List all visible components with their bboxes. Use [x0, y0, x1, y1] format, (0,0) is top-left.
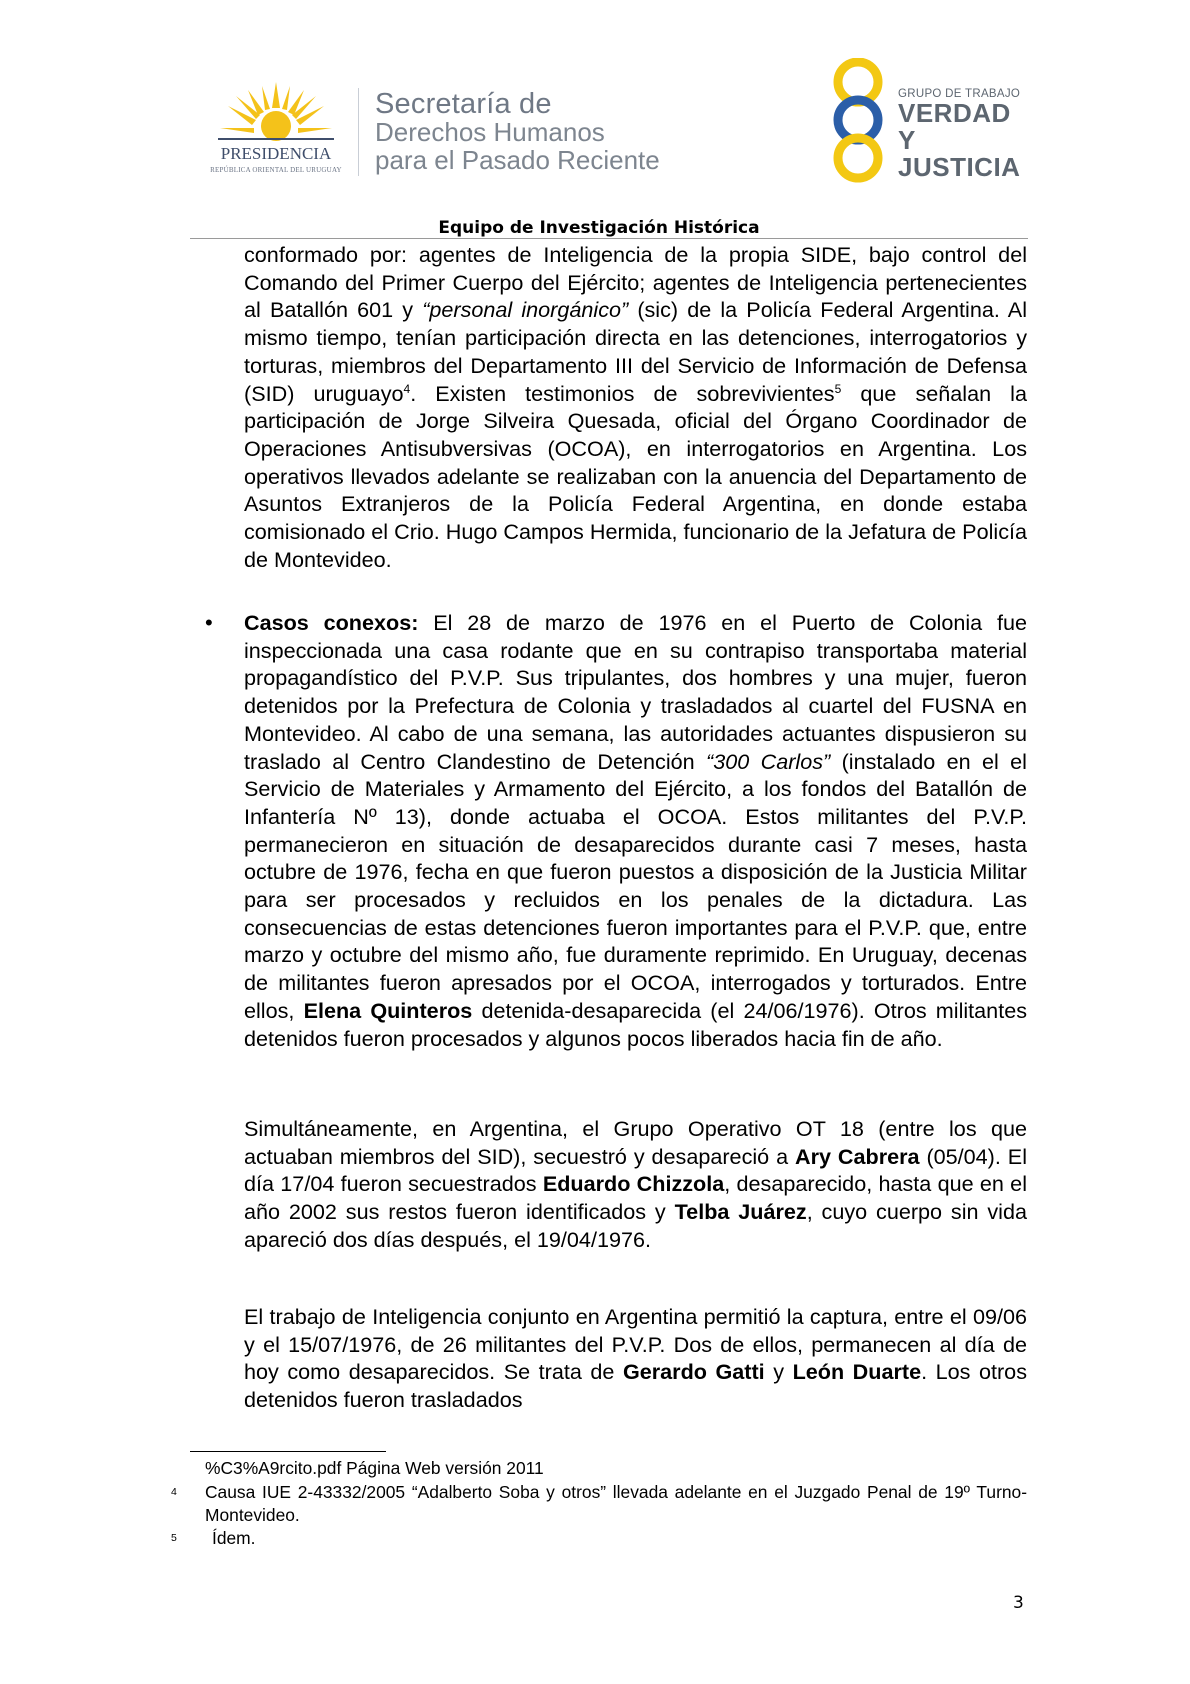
paragraph-3: Simultáneamente, en Argentina, el Grupo Operativo OT 18 (entre los que actuaban miembros del SID), secuestró y desapareció a Ary Cabrera (05/04). El día 17/04 fueron secuestrados Eduardo Chizzola, desaparecido, hasta que en el año 2002 sus restos fueron identificados y Telba Juárez, cuyo cuerpo sin vida apareció dos días después, el 19/04/1976. — [244, 1116, 1027, 1252]
gtvj-line-2: VERDAD Y — [898, 98, 1011, 155]
header-divider — [358, 88, 359, 176]
footnote-ref-5: 5 — [834, 381, 842, 396]
footnote-5-text: Ídem. — [212, 1528, 256, 1548]
paragraph-casos-conexos: Casos conexos: El 28 de marzo de 1976 en el Puerto de Colonia fue inspeccionada una casa rodante que en su contrapiso transportaba material propagandístico del P.V.P. Sus tripulantes, dos hombres y una mujer, fueron detenidos por la Prefectura de Colonia y trasladados al cuartel del FUSNA en Montevideo. Al cabo de una semana, las autoridades actuantes dispusieron su traslado al Centro Clandestino de Detención “300 Carlos” (instalado en el el Servicio de Materiales y Armamento del Ejército, a los fondos del Batallón de Infantería Nº 13), donde actuaba el OCOA. Estos militantes del P.V.P. permanecieron en situación de desaparecidos durante casi 7 meses, hasta octubre de 1976, fecha en que fueron puestos a disposición de la Justicia Militar para ser procesados y recluidos en los penales de la dictadura. Las consecuencias de estas detenciones fueron importantes para el P.V.P. que, entre marzo y octubre del mismo año, fue duramente reprimido. En Uruguay, decenas de militantes fueron apresados por el OCOA, interrogados y torturados. Entre ellos, Elena Quinteros detenida-desaparecida (el 24/06/1976). Otros militantes detenidos fueron procesados y algunos pocos liberados hacia fin de año. — [244, 610, 1027, 1051]
presidencia-logo — [196, 82, 356, 182]
linked-rings-icon — [822, 58, 894, 183]
secretaria-line-2: Derechos Humanos — [375, 117, 605, 147]
secretaria-line-3: para el Pasado Reciente — [375, 145, 660, 175]
presidencia-name: PRESIDENCIA — [220, 144, 332, 163]
paragraph-1: conformado por: agentes de Inteligencia de la propia SIDE, bajo control del Comando del Primer Cuerpo del Ejército; agentes de Inteligencia pertenecientes al Batallón 601 y “personal inorgánico” (sic) de la Policía Federal Argentina. Al mismo tiempo, tenían participación directa en las detenciones, interrogatorios y torturas, miembros del Departamento III del Servicio de Información de Defensa (SID) uruguayo$^4$. Existen testimonios de sobrevivientes$^5$ que señalan la participación de Jorge Silveira Quesada, oficial del Órgano Coordinador de Operaciones Antisubversivas (OCOA), en interrogatorios en Argentina. Los operativos llevados adelante se realizaban con la anuencia del Departamento de Asuntos Extranjeros de la Policía Federal Argentina, en donde estaba comisionado el Crio. Hugo Campos Hermida, funcionario de la Jefatura de Policía de Montevideo. — [244, 242, 1027, 572]
sun-icon — [218, 82, 334, 144]
footnote-4-number: 4 — [171, 1486, 177, 1498]
footnote-ref-4: 4 — [403, 381, 411, 396]
page-number: 3 — [1013, 1593, 1024, 1613]
gtvj-line-3: JUSTICIA — [898, 152, 1021, 182]
secretaria-line-1: Secretaría de — [375, 88, 552, 120]
bullet-marker: • — [205, 610, 213, 635]
casos-conexos-label: Casos conexos: — [244, 610, 419, 635]
heading-rule — [190, 238, 1028, 239]
presidencia-subtitle: REPÚBLICA ORIENTAL DEL URUGUAY — [210, 166, 342, 174]
footnote-continuation: %C3%A9rcito.pdf Página Web versión 2011 — [205, 1458, 544, 1478]
team-heading: Equipo de Investigación Histórica — [438, 218, 760, 238]
verdad-justicia-text — [898, 88, 1032, 181]
paragraph-4: El trabajo de Inteligencia conjunto en Argentina permitió la captura, entre el 09/06 y el 15/07/1976, de 26 militantes del P.V.P. Dos de ellos, permanecen al día de hoy como desaparecidos. Se trata de Gerardo Gatti y León Duarte. Los otros detenidos fueron trasladados — [244, 1304, 1027, 1413]
footnote-5-number: 5 — [171, 1532, 177, 1544]
footnote-4-text: Causa IUE 2-43332/2005 “Adalberto Soba y otros” llevada adelante en el Juzgado Penal de 19º Turno-Montevideo. — [205, 1482, 1027, 1525]
verdad-justicia-logo — [822, 58, 1032, 183]
footnote-rule — [190, 1451, 386, 1452]
gtvj-line-1: GRUPO DE TRABAJO — [898, 88, 1021, 100]
secretaria-title — [375, 90, 660, 174]
